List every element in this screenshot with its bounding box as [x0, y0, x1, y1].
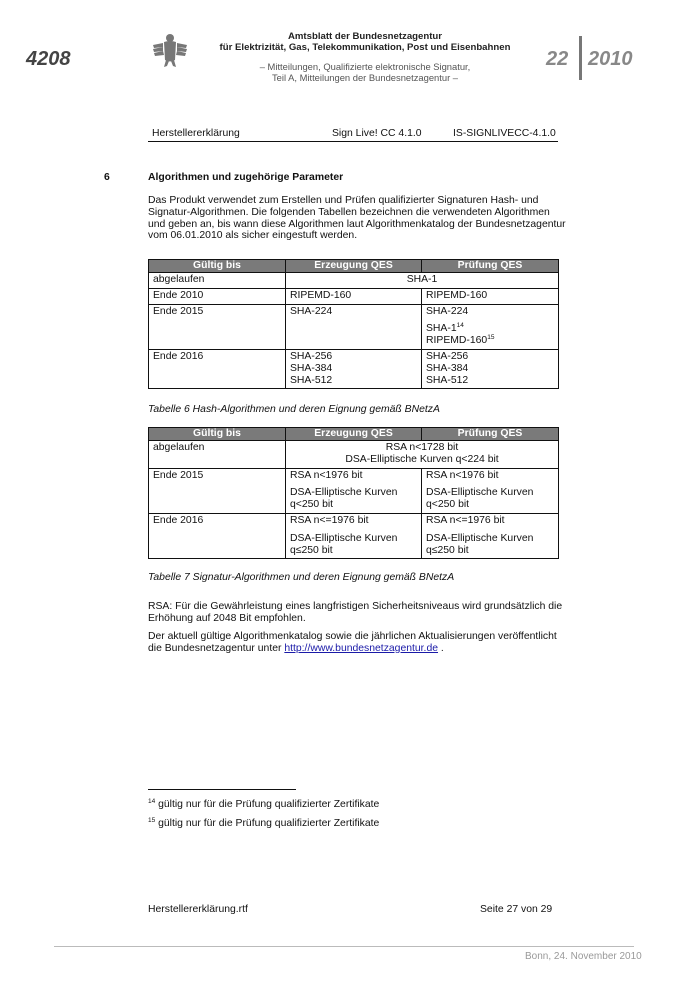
rsa-note: RSA: Für die Gewährleistung eines langfristigen Sicherheitsniveaus wird grundsätzlich die Erhöhung auf 2048 Bit empfohlen. — [148, 601, 563, 624]
table-row — [149, 304, 559, 349]
cell-create: SHA-224 — [286, 304, 422, 349]
gazette-subtitle-line1: – Mitteilungen, Qualifizierte elektronische Signatur, — [259, 61, 471, 72]
bnetza-link[interactable]: http://www.bundesnetzagentur.de — [284, 642, 439, 654]
table-row — [149, 513, 559, 558]
cell-valid: Ende 2015 — [149, 304, 286, 349]
cell-create: SHA-256 SHA-384 SHA-512 — [286, 349, 422, 388]
table-header-row — [149, 428, 559, 441]
cell-merged: SHA-1 — [286, 273, 559, 289]
cell-valid: abgelaufen — [149, 273, 286, 289]
cell-create: RSA n<1976 bit DSA-Elliptische Kurven q<250 bit — [286, 468, 422, 513]
federal-eagle-icon — [150, 30, 190, 70]
footnote-14: $^{14}$ gültig nur für die Prüfung qualifizierter Zertifikate — [148, 798, 380, 810]
section-intro: Das Produkt verwendet zum Erstellen und Prüfen qualifizierter Signaturen Hash- und Signatur-Algorithmen. Die folgenden Tabellen bezeichnen die verwendeten Algorithmen und geben an, bis wann diese Algorithmen laut Algorithmenkatalog der Bundesnetzagentur vom 06.01.2010 als sicher eingestuft werden. — [148, 195, 566, 242]
table-row — [149, 288, 559, 304]
cell-verify: RSA n<=1976 bit DSA-Elliptische Kurven q≤250 bit — [422, 513, 559, 558]
doc-header-left: Herstellererklärung — [152, 128, 240, 139]
document-running-header — [148, 128, 558, 142]
table-row — [149, 441, 559, 469]
footnote-ref[interactable]: 14 — [456, 322, 464, 330]
cell-line: SHA-$1^{14}$ — [426, 322, 464, 335]
footer-place-date: Bonn, 24. November 2010 — [525, 951, 642, 962]
issue-number: 22 — [546, 48, 569, 70]
cell-merged: RSA n<1728 bit DSA-Elliptische Kurven q<224 bit — [286, 441, 559, 469]
gazette-title-line1: Amtsblatt der Bundesnetzagentur — [287, 31, 443, 42]
bottom-divider — [54, 946, 634, 947]
issue-divider — [579, 36, 582, 80]
cell-line: RIPEMD-$160^{15}$ — [426, 334, 495, 347]
column-header-valid: Gültig bis — [149, 260, 286, 273]
table-caption: Tabelle 7 Signatur-Algorithmen und deren Eignung gemäß BNetzA — [148, 572, 455, 583]
table-row — [149, 349, 559, 388]
cell-valid: abgelaufen — [149, 441, 286, 469]
cell-verify: RSA n<1976 bit DSA-Elliptische Kurven q<250 bit — [422, 468, 559, 513]
cell-verify — [422, 304, 559, 349]
table-row — [149, 468, 559, 513]
doc-header-right: IS-SIGNLIVECC-4.1.0 — [453, 128, 556, 139]
gazette-page-number: 4208 — [26, 48, 71, 70]
column-header-create: Erzeugung QES — [286, 260, 422, 273]
cell-verify: SHA-256 SHA-384 SHA-512 — [422, 349, 559, 388]
gazette-title-line2: für Elektrizität, Gas, Telekommunikation, Post und Eisenbahnen — [219, 42, 511, 53]
gazette-subtitle-line2: Teil A, Mitteilungen der Bundesnetzagentur – — [271, 72, 459, 83]
footnote-15: $^{15}$ gültig nur für die Prüfung qualifizierter Zertifikate — [148, 817, 380, 829]
cell-valid: Ende 2015 — [149, 468, 286, 513]
hash-algorithms-table — [148, 259, 559, 389]
column-header-valid: Gültig bis — [149, 428, 286, 441]
cell-verify: RIPEMD-160 — [422, 288, 559, 304]
table-caption: Tabelle 6 Hash-Algorithmen und deren Eignung gemäß BNetzA — [148, 404, 440, 415]
cell-valid: Ende 2010 — [149, 288, 286, 304]
footer-filename: Herstellererklärung.rtf — [148, 904, 248, 915]
section-title: Algorithmen und zugehörige Parameter — [148, 172, 344, 183]
column-header-create: Erzeugung QES — [286, 428, 422, 441]
column-header-verify: Prüfung QES — [422, 428, 559, 441]
cell-valid: Ende 2016 — [149, 513, 286, 558]
table-row — [149, 273, 559, 289]
cell-line: SHA-224 — [426, 305, 469, 317]
cell-create: RIPEMD-160 — [286, 288, 422, 304]
signature-algorithms-table — [148, 427, 559, 559]
catalog-note: Der aktuell gültige Algorithmenkatalog sowie die jährlichen Aktualisierungen veröffentlicht die Bundesnetzagentur unter http://www.bundesnetzagentur.de . — [148, 631, 557, 654]
column-header-verify: Prüfung QES — [422, 260, 559, 273]
section-number: 6 — [104, 172, 110, 183]
gazette-subtitle — [206, 61, 524, 83]
footnote-ref[interactable]: 15 — [487, 334, 495, 342]
footer-page-count: Seite 27 von 29 — [480, 904, 553, 915]
table-header-row — [149, 260, 559, 273]
doc-header-middle: Sign Live! CC 4.1.0 — [332, 128, 422, 139]
footnote-separator — [148, 789, 296, 790]
issue-year: 2010 — [588, 48, 633, 70]
gazette-title — [206, 31, 524, 53]
cell-create: RSA n<=1976 bit DSA-Elliptische Kurven q≤250 bit — [286, 513, 422, 558]
cell-valid: Ende 2016 — [149, 349, 286, 388]
